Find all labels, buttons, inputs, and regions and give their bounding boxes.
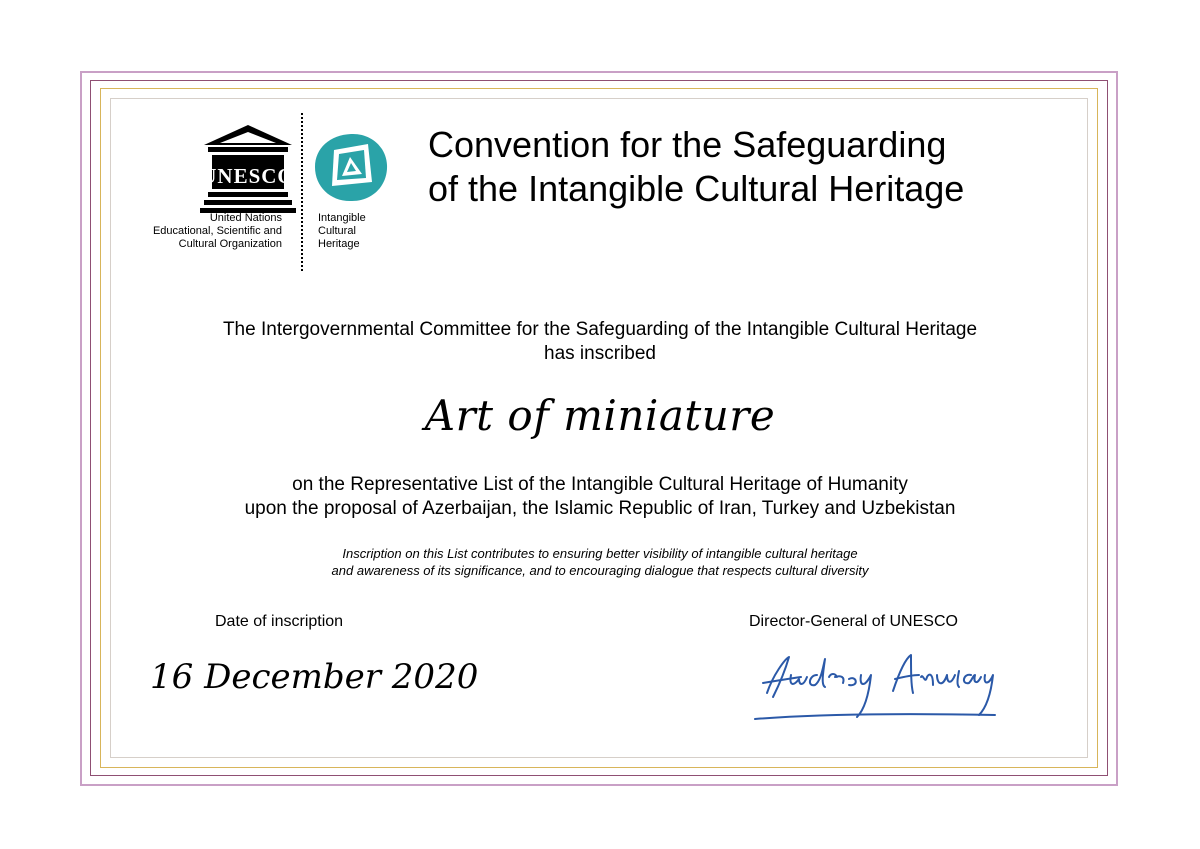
inscription-note [0,545,1200,579]
committee-line-2: has inscribed [544,343,656,364]
date-label: Date of inscription [215,613,344,630]
unesco-caption-line-3: Cultural Organization [178,238,282,250]
list-line-1: on the Representative List of the Intangible Cultural Heritage of Humanity [292,474,908,495]
ich-caption-line-3: Heritage [318,238,360,250]
unesco-caption-line-2: Educational, Scientific and [152,225,282,237]
title-line-2: of the Intangible Cultural Heritage [428,168,965,209]
ich-caption [318,212,366,251]
list-statement [0,473,1200,521]
committee-statement [0,318,1200,366]
date-value: 16 December 2020 [150,657,479,697]
title-line-1: Convention for the Safeguarding [428,124,947,165]
ich-emblem-icon [312,130,390,204]
unesco-wordmark: UNESCO [201,164,295,188]
list-line-2: upon the proposal of Azerbaijan, the Islamic Republic of Iran, Turkey and Uzbekistan [244,498,956,519]
note-line-2: and awareness of its significance, and to encouraging dialogue that respects cultural diversity [331,563,869,578]
signatory-label: Director-General of UNESCO [749,613,958,630]
committee-line-1: The Intergovernmental Committee for the Safeguarding of the Intangible Cultural Heritage [222,319,978,340]
logo-divider [301,113,303,271]
inscribed-element-name: Art of miniature [424,391,776,440]
ich-caption-line-1: Intangible [318,212,366,224]
logo-block [140,108,400,268]
signature-image [745,645,1000,735]
unesco-caption-line-1: United Nations [209,212,282,224]
temple-icon [200,123,296,215]
unesco-caption [82,212,282,251]
note-line-1: Inscription on this List contributes to ensuring better visibility of intangible cultural heritage [342,546,858,561]
ich-caption-line-2: Cultural [318,225,356,237]
convention-title [428,123,1068,211]
